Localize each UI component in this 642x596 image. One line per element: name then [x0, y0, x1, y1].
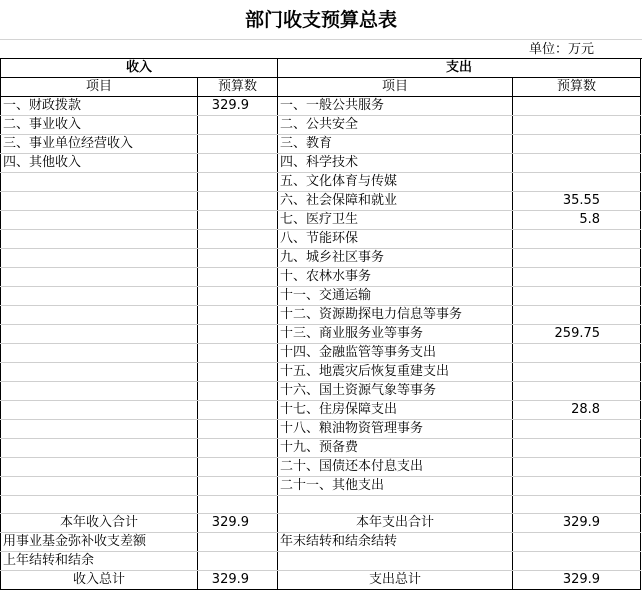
- income-item-cell[interactable]: [1, 401, 198, 420]
- expense-budget-cell[interactable]: [513, 97, 641, 116]
- table-row: [1, 192, 641, 211]
- carryover-prev-value[interactable]: [198, 552, 278, 571]
- expense-item-cell[interactable]: 十五、地震灾后恢复重建支出: [278, 363, 513, 382]
- income-budget-cell[interactable]: [198, 154, 278, 173]
- expense-item-cell[interactable]: 一、一般公共服务: [278, 97, 513, 116]
- income-item-cell[interactable]: [1, 439, 198, 458]
- expense-total-label[interactable]: 本年支出合计: [278, 514, 513, 533]
- income-item-cell[interactable]: [1, 458, 198, 477]
- expense-item-header[interactable]: 项目: [278, 78, 513, 97]
- table-row: [1, 325, 641, 344]
- expense-item-cell[interactable]: 十七、住房保障支出: [278, 401, 513, 420]
- expense-budget-cell[interactable]: 5.8: [513, 211, 641, 230]
- table-row: [1, 458, 641, 477]
- income-budget-cell[interactable]: [198, 439, 278, 458]
- table-row: [1, 344, 641, 363]
- expense-item-cell[interactable]: [278, 496, 513, 514]
- grand-total-row: [1, 571, 641, 590]
- expense-budget-cell[interactable]: [513, 154, 641, 173]
- table-row: [1, 249, 641, 268]
- expense-item-cell[interactable]: 十四、金融监管等事务支出: [278, 344, 513, 363]
- expense-budget-cell[interactable]: [513, 268, 641, 287]
- empty-cell[interactable]: [278, 552, 513, 571]
- expense-item-cell[interactable]: 十三、商业服务业等事务: [278, 325, 513, 344]
- income-item-header[interactable]: 项目: [1, 78, 198, 97]
- table-row: [1, 363, 641, 382]
- income-item-cell[interactable]: 三、事业单位经营收入: [1, 135, 198, 154]
- income-budget-cell[interactable]: [198, 268, 278, 287]
- expense-budget-cell[interactable]: [513, 363, 641, 382]
- income-budget-cell[interactable]: [198, 477, 278, 496]
- income-item-cell[interactable]: 一、财政拨款: [1, 97, 198, 116]
- expense-budget-cell[interactable]: [513, 477, 641, 496]
- expense-budget-cell[interactable]: [513, 306, 641, 325]
- expense-budget-cell[interactable]: 259.75: [513, 325, 641, 344]
- carryover-prev-label[interactable]: 上年结转和结余: [1, 552, 198, 571]
- expense-budget-cell[interactable]: [513, 230, 641, 249]
- table-row: [1, 382, 641, 401]
- table-row: [1, 439, 641, 458]
- carryover-prev-row: [1, 552, 641, 571]
- expense-budget-cell[interactable]: 28.8: [513, 401, 641, 420]
- income-item-cell[interactable]: [1, 420, 198, 439]
- income-budget-cell[interactable]: [198, 192, 278, 211]
- grand-expense-value[interactable]: 329.9: [513, 571, 641, 590]
- income-item-cell[interactable]: [1, 477, 198, 496]
- section-header-row: [1, 59, 641, 78]
- income-budget-cell[interactable]: [198, 230, 278, 249]
- annual-total-row: [1, 514, 641, 533]
- unit-label: 单位：万元: [528, 42, 594, 57]
- table-row: [1, 97, 641, 116]
- income-item-cell[interactable]: 二、事业收入: [1, 116, 198, 135]
- fund-row: [1, 533, 641, 552]
- table-row: [1, 287, 641, 306]
- table-row: [1, 306, 641, 325]
- expense-budget-cell[interactable]: [513, 173, 641, 192]
- expense-budget-cell[interactable]: [513, 135, 641, 154]
- table-row: [1, 401, 641, 420]
- income-budget-cell[interactable]: [198, 458, 278, 477]
- table-row: [1, 496, 641, 514]
- unit-row: [0, 40, 642, 59]
- fund-value[interactable]: [198, 533, 278, 552]
- fund-label[interactable]: 用事业基金弥补收支差额: [1, 533, 198, 552]
- income-item-cell[interactable]: [1, 496, 198, 514]
- table-row: [1, 211, 641, 230]
- table-row: [1, 420, 641, 439]
- income-budget-cell[interactable]: [198, 306, 278, 325]
- expense-budget-header[interactable]: 预算数: [513, 78, 641, 97]
- income-budget-cell[interactable]: [198, 382, 278, 401]
- expense-item-cell[interactable]: 二十、国债还本付息支出: [278, 458, 513, 477]
- carryover-end-label[interactable]: 年末结转和结余结转: [278, 533, 513, 552]
- budget-table: [0, 59, 641, 590]
- income-item-cell[interactable]: [1, 268, 198, 287]
- empty-cell[interactable]: [513, 552, 641, 571]
- expense-item-cell[interactable]: 十一、交通运输: [278, 287, 513, 306]
- expense-item-cell[interactable]: 二十一、其他支出: [278, 477, 513, 496]
- table-row: [1, 173, 641, 192]
- income-item-cell[interactable]: [1, 363, 198, 382]
- income-budget-cell[interactable]: [198, 249, 278, 268]
- income-budget-cell[interactable]: [198, 135, 278, 154]
- income-budget-cell[interactable]: [198, 420, 278, 439]
- income-section-cell[interactable]: 收入: [1, 59, 278, 78]
- income-total-label[interactable]: 本年收入合计: [1, 514, 198, 533]
- income-budget-cell[interactable]: 329.9: [198, 97, 278, 116]
- income-budget-cell[interactable]: [198, 363, 278, 382]
- income-total-value[interactable]: 329.9: [198, 514, 278, 533]
- expense-budget-cell[interactable]: [513, 420, 641, 439]
- table-row: [1, 230, 641, 249]
- table-row: [1, 477, 641, 496]
- income-budget-cell[interactable]: [198, 173, 278, 192]
- table-row: [1, 154, 641, 173]
- table-row: [1, 268, 641, 287]
- income-item-cell[interactable]: [1, 211, 198, 230]
- expense-item-cell[interactable]: 十、农林水事务: [278, 268, 513, 287]
- expense-item-cell[interactable]: 十九、预备费: [278, 439, 513, 458]
- income-item-cell[interactable]: [1, 382, 198, 401]
- expense-budget-cell[interactable]: [513, 344, 641, 363]
- grand-income-value[interactable]: 329.9: [198, 571, 278, 590]
- income-item-cell[interactable]: 四、其他收入: [1, 154, 198, 173]
- expense-item-cell[interactable]: 九、城乡社区事务: [278, 249, 513, 268]
- table-row: [1, 135, 641, 154]
- table-row: [1, 116, 641, 135]
- income-item-cell[interactable]: [1, 173, 198, 192]
- income-budget-cell[interactable]: [198, 287, 278, 306]
- expense-budget-cell[interactable]: 35.55: [513, 192, 641, 211]
- expense-budget-cell[interactable]: [513, 382, 641, 401]
- expense-budget-cell[interactable]: [513, 287, 641, 306]
- income-item-cell[interactable]: [1, 249, 198, 268]
- income-budget-header[interactable]: 预算数: [198, 78, 278, 97]
- expense-item-cell[interactable]: 二、公共安全: [278, 116, 513, 135]
- expense-item-cell[interactable]: 六、社会保障和就业: [278, 192, 513, 211]
- income-item-cell[interactable]: [1, 325, 198, 344]
- income-budget-cell[interactable]: [198, 496, 278, 514]
- income-budget-cell[interactable]: [198, 211, 278, 230]
- expense-item-cell[interactable]: 三、教育: [278, 135, 513, 154]
- expense-section-cell[interactable]: 支出: [278, 59, 641, 78]
- expense-item-cell[interactable]: 十八、粮油物资管理事务: [278, 420, 513, 439]
- expense-total-value[interactable]: 329.9: [513, 514, 641, 533]
- income-budget-cell[interactable]: [198, 344, 278, 363]
- expense-item-cell[interactable]: 四、科学技术: [278, 154, 513, 173]
- income-item-cell[interactable]: [1, 344, 198, 363]
- expense-item-cell[interactable]: 五、文化体育与传媒: [278, 173, 513, 192]
- income-budget-cell[interactable]: [198, 401, 278, 420]
- expense-item-cell[interactable]: 八、节能环保: [278, 230, 513, 249]
- expense-budget-cell[interactable]: [513, 458, 641, 477]
- income-item-cell[interactable]: [1, 192, 198, 211]
- income-budget-cell[interactable]: [198, 116, 278, 135]
- expense-budget-cell[interactable]: [513, 249, 641, 268]
- income-item-cell[interactable]: [1, 287, 198, 306]
- expense-budget-cell[interactable]: [513, 439, 641, 458]
- grand-expense-label[interactable]: 支出总计: [278, 571, 513, 590]
- expense-item-cell[interactable]: 十二、资源勘探电力信息等事务: [278, 306, 513, 325]
- expense-budget-cell[interactable]: [513, 496, 641, 514]
- income-item-cell[interactable]: [1, 230, 198, 249]
- expense-budget-cell[interactable]: [513, 116, 641, 135]
- grand-income-label[interactable]: 收入总计: [1, 571, 198, 590]
- income-budget-cell[interactable]: [198, 325, 278, 344]
- expense-item-cell[interactable]: 七、医疗卫生: [278, 211, 513, 230]
- column-header-row: [1, 78, 641, 97]
- carryover-end-value[interactable]: [513, 533, 641, 552]
- expense-item-cell[interactable]: 十六、国土资源气象等事务: [278, 382, 513, 401]
- income-item-cell[interactable]: [1, 306, 198, 325]
- page-title: 部门收支预算总表: [0, 0, 642, 40]
